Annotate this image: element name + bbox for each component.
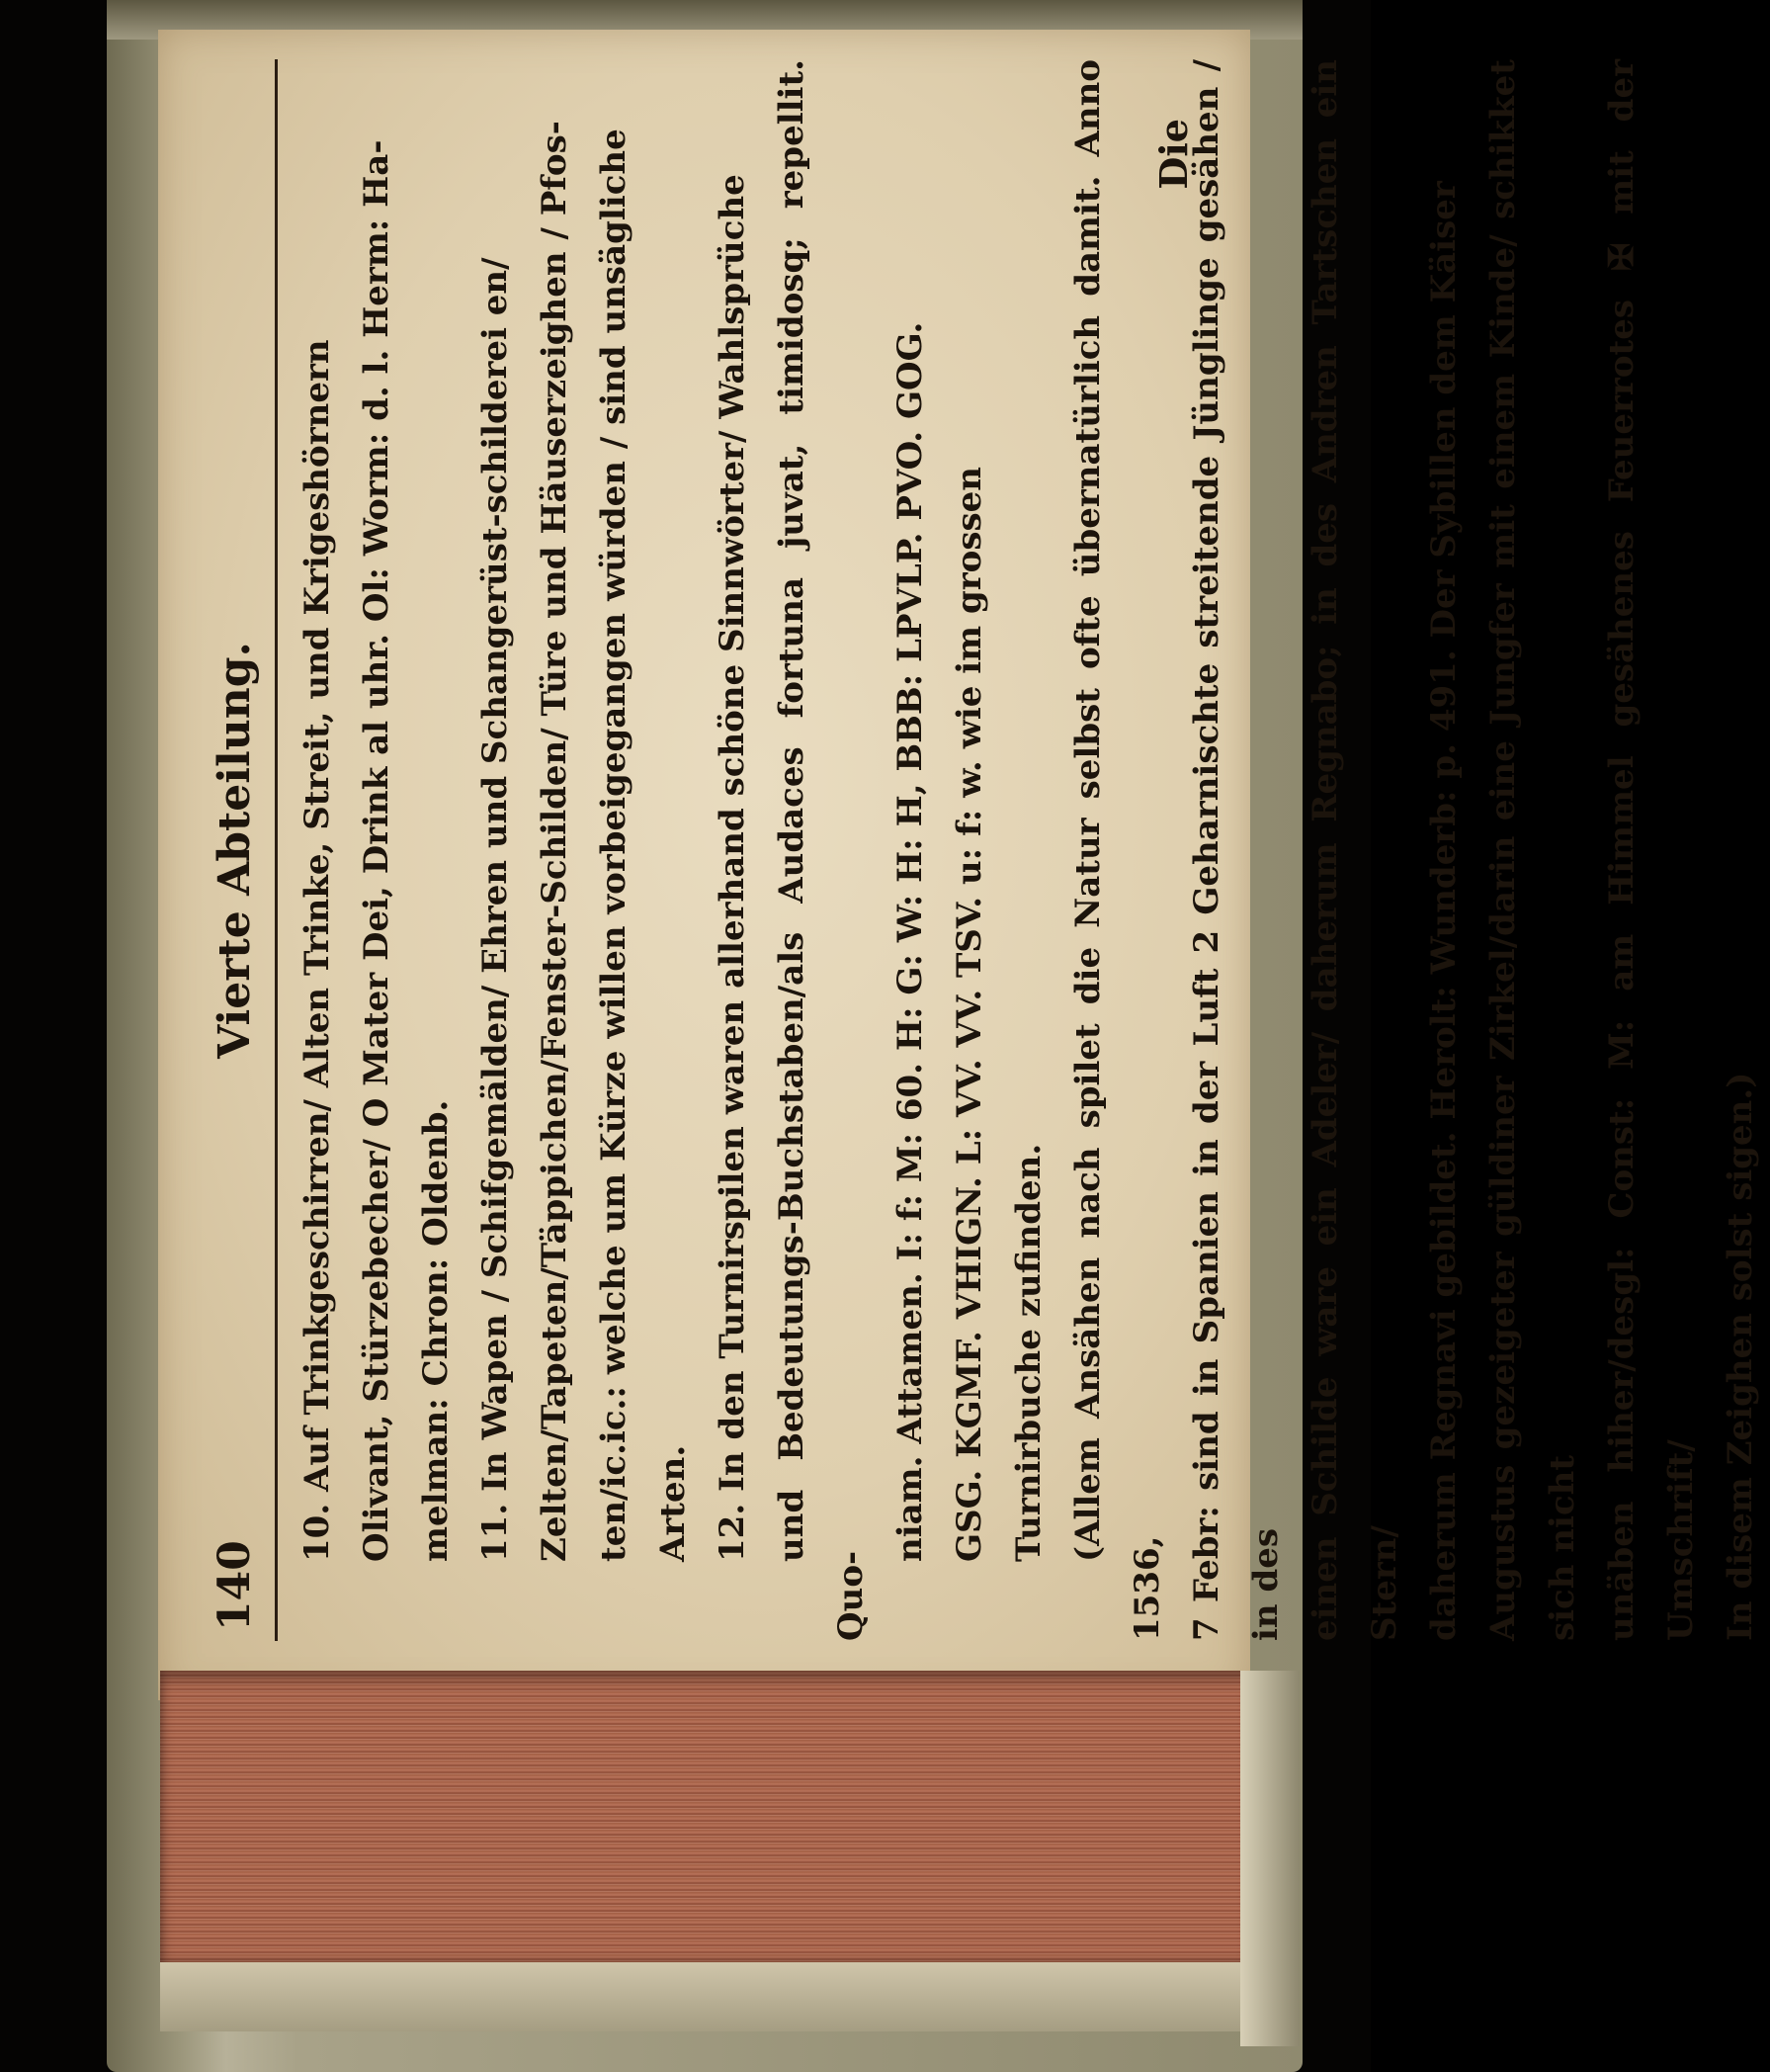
page-side [1240, 1671, 1300, 2046]
paragraph-11 [465, 59, 703, 1641]
paragraph-12-line: Turnirbuche zufinden. [1009, 1143, 1049, 1562]
paragraph-7-febr [1177, 59, 1770, 1641]
paragraph-7-febr-line: unäben hiher/desgl: Const: M: am Himmel gesähenes Feuerrotes ✠ mit der Umschrift/ [1602, 59, 1701, 1641]
paragraph-12-line: niam. Attamen. I: f: M: 60. H: G: W: H: H, BBB: LPVLP. PVO. GOG. [890, 321, 930, 1562]
paragraph-note [1058, 59, 1177, 1641]
paragraph-11-line: Arten. [653, 1444, 693, 1562]
page-edges [160, 1671, 1252, 1967]
paragraph-7-febr-line: 7 Febr: sind in Spanien in der Luft 2 Geharnischte streitende Jünglinge gesähen / in des [1187, 59, 1286, 1641]
paragraph-12-line: 12. In den Turnirspilen waren allerhand schöne Sinnwörter/ Wahlsprüche [713, 174, 752, 1562]
paragraph-7-febr-line: einen Schilde ware ein Adeler/ daherum Regnabo; in des Andren Tartschen ein Stern/ [1306, 59, 1404, 1641]
paragraph-10 [288, 59, 465, 1641]
page-edges-bottom [160, 1962, 1252, 2031]
paragraph-7-febr-line: Augustus gezeigeter güldiner Zirkel/darin eine Jungfer mit einem Kinde/ schikket sich nicht [1483, 59, 1582, 1641]
page-number: 140 [210, 1540, 260, 1631]
paragraph-11-line: 11. In Wapen / Schifgemälden/ Ehren und Schangerüst-schilderei en/ [475, 257, 515, 1562]
page-header [198, 59, 278, 1641]
paragraph-12-line: GSG. KGMF. VHIGN. L: VV. VV. TSV. u: f: w. wie im grossen [950, 467, 989, 1562]
paragraph-11-line: ten/ic.ic.: welche um Kürze willen vorbeigegangen würden / sind unsägliche [594, 129, 633, 1562]
paragraph-7-febr-line: daherum Regnavi gebildet. Herolt: Wunderb: p. 491. Der Sybillen dem Käiser [1424, 181, 1464, 1641]
catchword: Die [1151, 119, 1196, 190]
paragraph-7-febr-line: In disem Zeighen solst sigen.) [1721, 1072, 1760, 1641]
paragraph-12 [703, 59, 1058, 1641]
paragraph-11-line: Zelten/Tapeten/Täppichen/Fenster-Schilden/ Türe und Häuserzeighen / Pfos- [535, 121, 574, 1562]
paragraph-12-line: und Bedeutungs-Buchstaben/als Audaces fortuna juvat, timidosq; repellit. Quo- [772, 59, 871, 1641]
paragraph-note-line: (Allem Ansähen nach spilet die Natur selbst ofte übernatürlich damit. Anno 1536, [1068, 59, 1167, 1641]
paragraph-10-line: Olivant, Stürzebecher/ O Mater Dei, Drink al uhr. Ol: Worm: d. l. Herm: Ha- [357, 139, 396, 1562]
paragraph-10-line: 10. Auf Trinkgeschirren/ Alten Trinke, Streit, und Krigeshörnern [297, 339, 337, 1562]
rotated-text-block [198, 59, 1760, 1641]
paragraph-10-line: melman: Chron: Oldenb. [416, 1099, 456, 1562]
running-title: Vierte Abteilung. [210, 642, 260, 1059]
